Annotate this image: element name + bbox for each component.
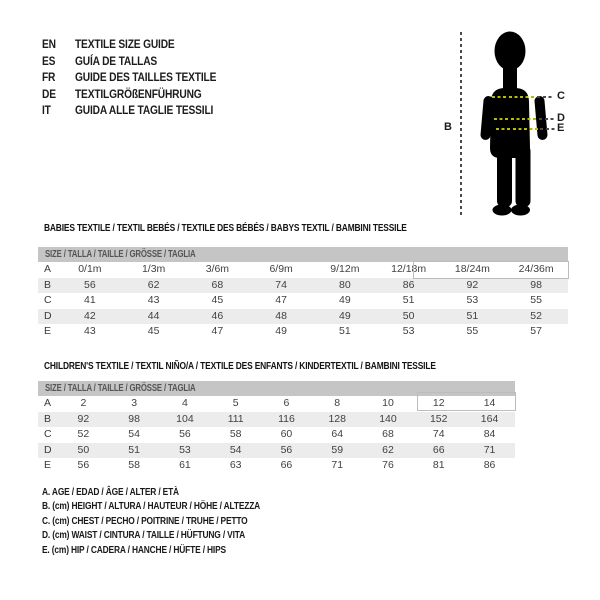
table-cell: 1/3m <box>141 263 166 275</box>
legend-line-hip: E. (cm) HIP / CADERA / HANCHE / HÜFTE / HIPS <box>42 544 226 556</box>
table-cell: 62 <box>382 443 394 456</box>
table-cell: 41 <box>84 294 96 306</box>
table-cell: 5 <box>232 397 239 409</box>
language-code: DE <box>42 86 56 101</box>
table-row <box>38 412 515 428</box>
right-leg-shape <box>516 145 531 207</box>
table-cell: 45 <box>147 325 160 337</box>
table-cell: 62 <box>147 278 160 291</box>
table-cell: 8 <box>334 397 341 409</box>
table-cell: 18/24m <box>454 263 490 275</box>
babies-section-title: BABIES TEXTILE / TEXTIL BEBÉS / TEXTILE DES BÉBÉS / BABYS TEXTIL / BAMBINI TESSILE <box>44 222 407 234</box>
table-cell: 64 <box>331 428 344 440</box>
babies-highlight-box <box>413 261 569 279</box>
right-foot-shape <box>511 205 530 216</box>
table-cell: 53 <box>179 443 191 456</box>
table-cell: 80 <box>339 278 351 291</box>
hip-leader-line <box>540 128 555 130</box>
neck-shape <box>503 64 517 92</box>
table-cell: 74 <box>275 278 287 291</box>
row-letter: B <box>44 278 52 291</box>
table-cell: 56 <box>77 459 90 471</box>
table-cell: 47 <box>211 325 224 337</box>
table-cell: 140 <box>379 412 397 425</box>
table-cell: 46 <box>211 309 224 322</box>
language-code: EN <box>42 37 56 51</box>
waist-leader-line <box>539 118 555 120</box>
table-cell: 51 <box>466 309 479 322</box>
table-cell: 86 <box>402 278 415 291</box>
table-cell: 58 <box>229 428 242 440</box>
table-cell: 152 <box>429 412 448 425</box>
language-row-en <box>42 36 241 53</box>
language-row-es <box>42 53 241 70</box>
table-cell: 57 <box>530 325 542 337</box>
language-title: GUIDE DES TAILLES TEXTILE <box>75 70 217 85</box>
table-cell: 76 <box>382 459 394 471</box>
left-leg-shape <box>497 145 512 207</box>
language-row-de <box>42 86 241 103</box>
language-code: FR <box>42 70 56 85</box>
row-letter: A <box>44 263 52 275</box>
children-table-header: SIZE / TALLA / TAILLE / GRÖSSE / TAGLIA <box>38 381 515 396</box>
table-cell: 111 <box>227 412 244 425</box>
hip-measure-line <box>496 128 538 130</box>
table-cell: 56 <box>280 443 293 456</box>
table-cell: 49 <box>339 309 351 322</box>
table-cell: 9/12m <box>330 263 360 275</box>
children-highlight-box <box>417 392 516 411</box>
left-foot-shape <box>493 205 512 216</box>
hip-label: E <box>557 122 565 134</box>
table-cell: 10 <box>382 397 394 409</box>
table-cell: 51 <box>339 325 351 337</box>
table-cell: 12/18m <box>391 263 427 275</box>
table-cell: 116 <box>278 412 295 425</box>
legend-line-height: B. (cm) HEIGHT / ALTURA / HAUTEUR / HÖHE / ALTEZZA <box>42 501 261 513</box>
table-cell: 50 <box>402 309 415 322</box>
table-cell: 44 <box>147 309 160 322</box>
row-letter: C <box>44 428 52 440</box>
table-cell: 2 <box>80 397 87 409</box>
table-cell: 98 <box>128 412 140 425</box>
language-title: GUÍA DE TALLAS <box>75 53 158 68</box>
table-cell: 84 <box>483 428 496 440</box>
table-cell: 55 <box>530 294 542 306</box>
row-letter: B <box>44 412 52 425</box>
table-cell: 54 <box>128 428 140 440</box>
waist-measure-line <box>494 118 536 120</box>
table-cell: 92 <box>466 278 479 291</box>
chest-measure-line <box>492 96 534 98</box>
table-row <box>38 278 568 294</box>
table-cell: 86 <box>483 459 496 471</box>
language-title: TEXTILGRÖßENFÜHRUNG <box>75 86 202 101</box>
row-letter: A <box>44 397 52 409</box>
table-cell: 59 <box>331 443 344 456</box>
table-cell: 51 <box>128 443 140 456</box>
legend-line-chest: C. (cm) CHEST / PECHO / POITRINE / TRUHE / PETTO <box>42 515 248 527</box>
table-row <box>38 293 568 309</box>
table-cell: 58 <box>128 459 140 471</box>
language-title: TEXTILE SIZE GUIDE <box>75 37 175 51</box>
chest-label: C <box>557 90 565 102</box>
table-row <box>38 458 515 474</box>
language-code: ES <box>42 53 56 68</box>
table-cell: 104 <box>176 412 194 425</box>
table-cell: 50 <box>77 443 90 456</box>
legend-line-age: A. AGE / EDAD / ÂGE / ALTER / ETÀ <box>42 487 179 498</box>
table-cell: 68 <box>211 278 224 291</box>
table-cell: 128 <box>328 412 346 425</box>
table-cell: 24/36m <box>518 263 554 275</box>
table-cell: 52 <box>530 309 542 322</box>
table-cell: 71 <box>483 443 496 456</box>
children-section-title: CHILDREN'S TEXTILE / TEXTIL NIÑO/A / TEXTILE DES ENFANTS / KINDERTEXTIL / BAMBINI TESSILE <box>44 360 436 372</box>
table-cell: 56 <box>84 278 96 291</box>
table-cell: 3 <box>131 397 138 409</box>
table-row <box>38 427 515 443</box>
table-cell: 4 <box>181 397 188 409</box>
height-label: B <box>444 121 452 133</box>
language-row-fr <box>42 69 241 86</box>
table-cell: 49 <box>275 325 287 337</box>
legend-line-waist: D. (cm) WAIST / CINTURA / TAILLE / HÜFTUNG / VITA <box>42 530 246 542</box>
table-cell: 164 <box>480 412 499 425</box>
table-cell: 51 <box>402 294 415 306</box>
row-letter: C <box>44 294 52 306</box>
table-row <box>38 309 568 325</box>
table-cell: 42 <box>84 309 96 322</box>
table-row <box>38 443 515 459</box>
language-title-list <box>42 36 241 119</box>
measurement-legend <box>42 486 302 558</box>
table-cell: 68 <box>382 428 394 440</box>
table-cell: 61 <box>179 459 191 471</box>
table-cell: 53 <box>402 325 415 337</box>
table-cell: 12 <box>432 397 445 409</box>
table-cell: 6/9m <box>269 263 293 275</box>
table-cell: 6 <box>283 397 290 409</box>
row-letter: D <box>44 309 52 322</box>
table-cell: 43 <box>84 325 96 337</box>
table-cell: 43 <box>147 294 160 306</box>
table-cell: 3/6m <box>205 263 230 275</box>
table-cell: 66 <box>280 459 293 471</box>
table-cell: 81 <box>432 459 445 471</box>
table-cell: 47 <box>275 294 287 306</box>
table-cell: 74 <box>432 428 445 440</box>
row-letter: E <box>44 459 52 471</box>
chest-leader-line <box>537 96 554 98</box>
table-cell: 60 <box>280 428 293 440</box>
table-cell: 66 <box>432 443 445 456</box>
table-cell: 45 <box>211 294 224 306</box>
table-cell: 56 <box>179 428 191 440</box>
table-cell: 52 <box>77 428 90 440</box>
row-letter: E <box>44 325 52 337</box>
table-cell: 55 <box>466 325 479 337</box>
table-cell: 0/1m <box>78 263 102 275</box>
row-letter: D <box>44 443 52 456</box>
table-cell: 49 <box>339 294 351 306</box>
babies-table-header: SIZE / TALLA / TAILLE / GRÖSSE / TAGLIA <box>38 247 568 262</box>
waist-label: D <box>557 112 565 124</box>
table-cell: 14 <box>483 397 496 409</box>
table-cell: 71 <box>331 459 344 471</box>
table-cell: 53 <box>466 294 479 306</box>
table-cell: 98 <box>530 278 542 291</box>
table-row <box>38 324 568 340</box>
table-cell: 48 <box>275 309 287 322</box>
language-title: GUIDA ALLE TAGLIE TESSILI <box>75 103 214 118</box>
height-measure-line <box>460 32 462 216</box>
table-cell: 54 <box>229 443 242 456</box>
language-code: IT <box>42 103 51 118</box>
language-row-it <box>42 102 241 119</box>
child-silhouette-icon <box>472 30 556 220</box>
table-cell: 63 <box>229 459 242 471</box>
table-cell: 92 <box>77 412 90 425</box>
